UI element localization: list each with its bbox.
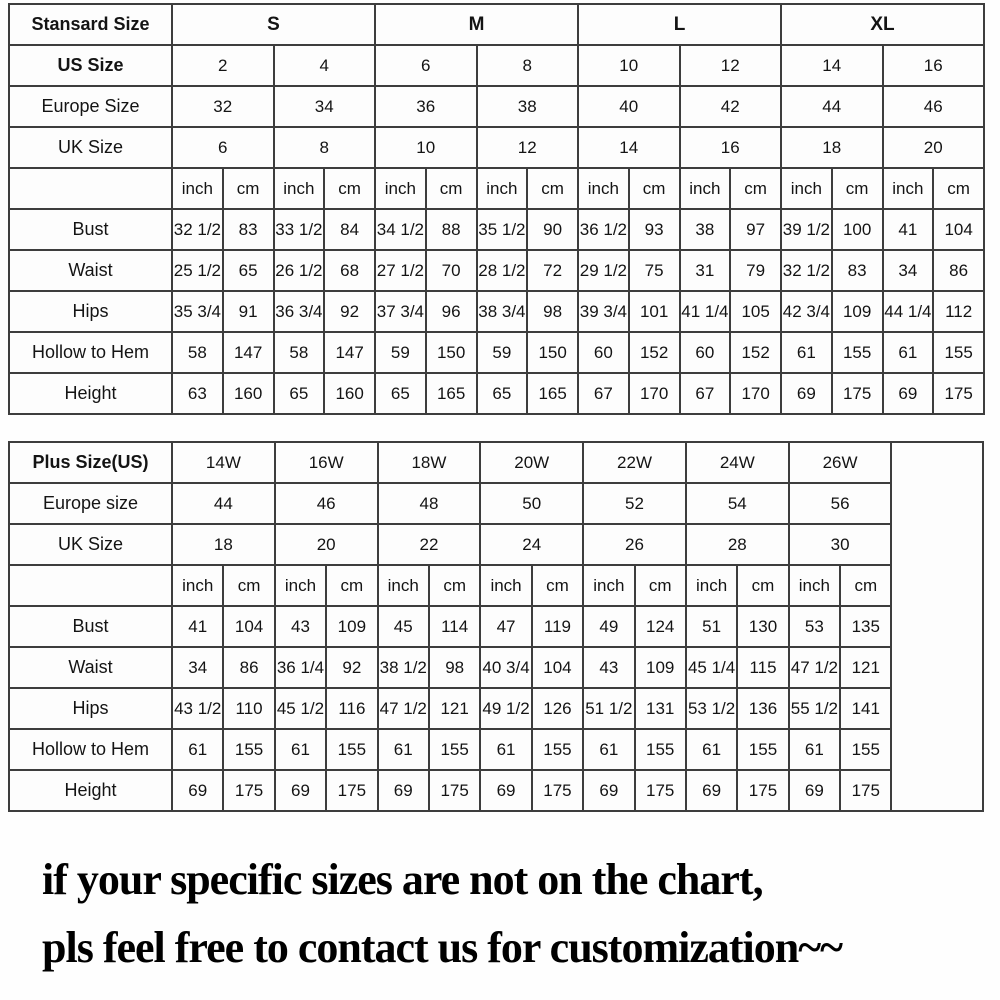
measurement-value-cell: 65 bbox=[375, 373, 426, 414]
measurement-value-cell: 59 bbox=[477, 332, 528, 373]
measurement-value-cell: 121 bbox=[840, 647, 891, 688]
measurement-value-cell: 92 bbox=[326, 647, 377, 688]
measurement-value-cell: 175 bbox=[429, 770, 480, 811]
table-row bbox=[9, 729, 983, 770]
measurement-value-cell: 114 bbox=[429, 606, 480, 647]
table-row bbox=[9, 647, 983, 688]
unit-header-cell: cm bbox=[635, 565, 686, 606]
unit-header-cell: inch bbox=[274, 168, 325, 209]
measurement-value-cell: 109 bbox=[326, 606, 377, 647]
empty-cell bbox=[9, 168, 172, 209]
measurement-value-cell: 79 bbox=[730, 250, 781, 291]
size-value-cell: 20 bbox=[883, 127, 985, 168]
measurement-value-cell: 147 bbox=[324, 332, 375, 373]
table-title-cell: Stansard Size bbox=[9, 4, 172, 45]
note-line-1: if your specific sizes are not on the chart, bbox=[42, 855, 763, 904]
unit-header-cell: inch bbox=[781, 168, 832, 209]
row-label-cell: Hips bbox=[9, 688, 172, 729]
size-value-cell: 8 bbox=[477, 45, 579, 86]
measurement-value-cell: 155 bbox=[429, 729, 480, 770]
size-value-cell: 4 bbox=[274, 45, 376, 86]
measurement-value-cell: 49 1/2 bbox=[480, 688, 531, 729]
unit-header-cell: inch bbox=[172, 565, 223, 606]
row-label-cell: US Size bbox=[9, 45, 172, 86]
measurement-value-cell: 69 bbox=[781, 373, 832, 414]
measurement-value-cell: 69 bbox=[789, 770, 840, 811]
measurement-value-cell: 32 1/2 bbox=[172, 209, 223, 250]
measurement-value-cell: 155 bbox=[635, 729, 686, 770]
unit-header-cell: cm bbox=[737, 565, 788, 606]
size-header-cell: 22W bbox=[583, 442, 686, 483]
size-value-cell: 50 bbox=[480, 483, 583, 524]
measurement-value-cell: 47 1/2 bbox=[378, 688, 429, 729]
size-value-cell: 28 bbox=[686, 524, 789, 565]
measurement-value-cell: 38 3/4 bbox=[477, 291, 528, 332]
unit-header-cell: inch bbox=[375, 168, 426, 209]
table-row bbox=[9, 250, 984, 291]
table-row bbox=[9, 606, 983, 647]
measurement-value-cell: 69 bbox=[275, 770, 326, 811]
measurement-value-cell: 112 bbox=[933, 291, 984, 332]
size-header-cell: L bbox=[578, 4, 781, 45]
empty-cell bbox=[9, 565, 172, 606]
unit-header-cell: cm bbox=[429, 565, 480, 606]
unit-header-cell: cm bbox=[730, 168, 781, 209]
measurement-value-cell: 67 bbox=[680, 373, 731, 414]
table-row bbox=[9, 442, 983, 483]
measurement-value-cell: 165 bbox=[426, 373, 477, 414]
table-title-cell: Plus Size(US) bbox=[9, 442, 172, 483]
measurement-value-cell: 90 bbox=[527, 209, 578, 250]
unit-header-cell: cm bbox=[426, 168, 477, 209]
measurement-value-cell: 39 1/2 bbox=[781, 209, 832, 250]
row-label-cell: Height bbox=[9, 373, 172, 414]
measurement-value-cell: 61 bbox=[781, 332, 832, 373]
row-label-cell: Hollow to Hem bbox=[9, 729, 172, 770]
size-header-cell: 18W bbox=[378, 442, 481, 483]
row-label-cell: UK Size bbox=[9, 524, 172, 565]
measurement-value-cell: 170 bbox=[730, 373, 781, 414]
measurement-value-cell: 141 bbox=[840, 688, 891, 729]
measurement-value-cell: 105 bbox=[730, 291, 781, 332]
measurement-value-cell: 119 bbox=[532, 606, 583, 647]
measurement-value-cell: 55 1/2 bbox=[789, 688, 840, 729]
measurement-value-cell: 98 bbox=[429, 647, 480, 688]
measurement-value-cell: 41 bbox=[883, 209, 934, 250]
unit-header-cell: inch bbox=[477, 168, 528, 209]
measurement-value-cell: 135 bbox=[840, 606, 891, 647]
unit-header-cell: cm bbox=[326, 565, 377, 606]
size-value-cell: 44 bbox=[781, 86, 883, 127]
measurement-value-cell: 155 bbox=[737, 729, 788, 770]
measurement-value-cell: 147 bbox=[223, 332, 274, 373]
note-line-2: pls feel free to contact us for customization~~ bbox=[42, 923, 842, 972]
table-row bbox=[9, 483, 983, 524]
size-header-cell: 16W bbox=[275, 442, 378, 483]
size-value-cell: 18 bbox=[172, 524, 275, 565]
measurement-value-cell: 155 bbox=[326, 729, 377, 770]
row-label-cell: UK Size bbox=[9, 127, 172, 168]
measurement-value-cell: 70 bbox=[426, 250, 477, 291]
table-row bbox=[9, 688, 983, 729]
unit-header-cell: inch bbox=[480, 565, 531, 606]
size-header-cell: S bbox=[172, 4, 375, 45]
measurement-value-cell: 60 bbox=[680, 332, 731, 373]
measurement-value-cell: 36 3/4 bbox=[274, 291, 325, 332]
measurement-value-cell: 43 bbox=[583, 647, 634, 688]
row-label-cell: Waist bbox=[9, 647, 172, 688]
measurement-value-cell: 86 bbox=[223, 647, 274, 688]
customization-note bbox=[42, 846, 1000, 982]
size-value-cell: 52 bbox=[583, 483, 686, 524]
measurement-value-cell: 69 bbox=[583, 770, 634, 811]
measurement-value-cell: 63 bbox=[172, 373, 223, 414]
size-value-cell: 24 bbox=[480, 524, 583, 565]
measurement-value-cell: 47 1/2 bbox=[789, 647, 840, 688]
measurement-value-cell: 69 bbox=[378, 770, 429, 811]
measurement-value-cell: 136 bbox=[737, 688, 788, 729]
measurement-value-cell: 33 1/2 bbox=[274, 209, 325, 250]
unit-header-cell: cm bbox=[629, 168, 680, 209]
measurement-value-cell: 83 bbox=[832, 250, 883, 291]
measurement-value-cell: 69 bbox=[686, 770, 737, 811]
measurement-value-cell: 61 bbox=[480, 729, 531, 770]
unit-header-cell: cm bbox=[223, 565, 274, 606]
measurement-value-cell: 61 bbox=[883, 332, 934, 373]
measurement-value-cell: 175 bbox=[223, 770, 274, 811]
measurement-value-cell: 165 bbox=[527, 373, 578, 414]
size-value-cell: 36 bbox=[375, 86, 477, 127]
measurement-value-cell: 109 bbox=[635, 647, 686, 688]
measurement-value-cell: 130 bbox=[737, 606, 788, 647]
unit-header-cell: inch bbox=[578, 168, 629, 209]
measurement-value-cell: 26 1/2 bbox=[274, 250, 325, 291]
unit-header-cell: inch bbox=[275, 565, 326, 606]
measurement-value-cell: 126 bbox=[532, 688, 583, 729]
measurement-value-cell: 155 bbox=[832, 332, 883, 373]
unit-header-cell: inch bbox=[789, 565, 840, 606]
row-label-cell: Waist bbox=[9, 250, 172, 291]
size-value-cell: 48 bbox=[378, 483, 481, 524]
measurement-value-cell: 69 bbox=[883, 373, 934, 414]
size-value-cell: 16 bbox=[680, 127, 782, 168]
measurement-value-cell: 175 bbox=[737, 770, 788, 811]
measurement-value-cell: 116 bbox=[326, 688, 377, 729]
measurement-value-cell: 38 1/2 bbox=[378, 647, 429, 688]
table-row bbox=[9, 209, 984, 250]
empty-column-cell bbox=[891, 442, 983, 811]
table-row bbox=[9, 770, 983, 811]
measurement-value-cell: 124 bbox=[635, 606, 686, 647]
measurement-value-cell: 65 bbox=[477, 373, 528, 414]
measurement-value-cell: 175 bbox=[635, 770, 686, 811]
measurement-value-cell: 69 bbox=[172, 770, 223, 811]
size-value-cell: 12 bbox=[680, 45, 782, 86]
row-label-cell: Hips bbox=[9, 291, 172, 332]
size-value-cell: 40 bbox=[578, 86, 680, 127]
measurement-value-cell: 68 bbox=[324, 250, 375, 291]
size-value-cell: 44 bbox=[172, 483, 275, 524]
unit-header-cell: inch bbox=[883, 168, 934, 209]
table-row bbox=[9, 373, 984, 414]
size-value-cell: 46 bbox=[275, 483, 378, 524]
measurement-value-cell: 61 bbox=[789, 729, 840, 770]
measurement-value-cell: 45 1/4 bbox=[686, 647, 737, 688]
measurement-value-cell: 84 bbox=[324, 209, 375, 250]
row-label-cell: Europe Size bbox=[9, 86, 172, 127]
size-value-cell: 38 bbox=[477, 86, 579, 127]
size-value-cell: 10 bbox=[578, 45, 680, 86]
size-header-cell: 14W bbox=[172, 442, 275, 483]
unit-header-cell: inch bbox=[686, 565, 737, 606]
size-header-cell: 26W bbox=[789, 442, 892, 483]
table-row bbox=[9, 332, 984, 373]
measurement-value-cell: 96 bbox=[426, 291, 477, 332]
table-row bbox=[9, 291, 984, 332]
row-label-cell: Height bbox=[9, 770, 172, 811]
measurement-value-cell: 88 bbox=[426, 209, 477, 250]
size-value-cell: 6 bbox=[172, 127, 274, 168]
table-row bbox=[9, 4, 984, 45]
measurement-value-cell: 61 bbox=[686, 729, 737, 770]
size-value-cell: 2 bbox=[172, 45, 274, 86]
unit-header-cell: cm bbox=[933, 168, 984, 209]
measurement-value-cell: 59 bbox=[375, 332, 426, 373]
measurement-value-cell: 91 bbox=[223, 291, 274, 332]
table-row bbox=[9, 127, 984, 168]
size-value-cell: 26 bbox=[583, 524, 686, 565]
measurement-value-cell: 51 1/2 bbox=[583, 688, 634, 729]
table-row bbox=[9, 565, 983, 606]
measurement-value-cell: 104 bbox=[532, 647, 583, 688]
unit-header-cell: inch bbox=[680, 168, 731, 209]
measurement-value-cell: 47 bbox=[480, 606, 531, 647]
measurement-value-cell: 152 bbox=[629, 332, 680, 373]
measurement-value-cell: 35 3/4 bbox=[172, 291, 223, 332]
measurement-value-cell: 45 1/2 bbox=[275, 688, 326, 729]
measurement-value-cell: 27 1/2 bbox=[375, 250, 426, 291]
measurement-value-cell: 67 bbox=[578, 373, 629, 414]
size-value-cell: 18 bbox=[781, 127, 883, 168]
measurement-value-cell: 61 bbox=[172, 729, 223, 770]
table-row bbox=[9, 168, 984, 209]
measurement-value-cell: 155 bbox=[840, 729, 891, 770]
measurement-value-cell: 121 bbox=[429, 688, 480, 729]
measurement-value-cell: 155 bbox=[223, 729, 274, 770]
size-value-cell: 6 bbox=[375, 45, 477, 86]
row-label-cell: Bust bbox=[9, 606, 172, 647]
measurement-value-cell: 92 bbox=[324, 291, 375, 332]
measurement-value-cell: 97 bbox=[730, 209, 781, 250]
measurement-value-cell: 100 bbox=[832, 209, 883, 250]
measurement-value-cell: 40 3/4 bbox=[480, 647, 531, 688]
measurement-value-cell: 160 bbox=[324, 373, 375, 414]
measurement-value-cell: 98 bbox=[527, 291, 578, 332]
unit-header-cell: cm bbox=[324, 168, 375, 209]
measurement-value-cell: 152 bbox=[730, 332, 781, 373]
measurement-value-cell: 155 bbox=[532, 729, 583, 770]
unit-header-cell: cm bbox=[840, 565, 891, 606]
size-value-cell: 32 bbox=[172, 86, 274, 127]
table-row bbox=[9, 45, 984, 86]
measurement-value-cell: 34 bbox=[883, 250, 934, 291]
measurement-value-cell: 175 bbox=[933, 373, 984, 414]
measurement-value-cell: 42 3/4 bbox=[781, 291, 832, 332]
unit-header-cell: inch bbox=[172, 168, 223, 209]
size-value-cell: 8 bbox=[274, 127, 376, 168]
measurement-value-cell: 29 1/2 bbox=[578, 250, 629, 291]
measurement-value-cell: 34 bbox=[172, 647, 223, 688]
size-header-cell: XL bbox=[781, 4, 984, 45]
size-value-cell: 30 bbox=[789, 524, 892, 565]
measurement-value-cell: 131 bbox=[635, 688, 686, 729]
measurement-value-cell: 53 bbox=[789, 606, 840, 647]
size-value-cell: 10 bbox=[375, 127, 477, 168]
size-value-cell: 46 bbox=[883, 86, 985, 127]
measurement-value-cell: 65 bbox=[274, 373, 325, 414]
size-value-cell: 42 bbox=[680, 86, 782, 127]
measurement-value-cell: 58 bbox=[172, 332, 223, 373]
row-label-cell: Europe size bbox=[9, 483, 172, 524]
measurement-value-cell: 49 bbox=[583, 606, 634, 647]
size-value-cell: 54 bbox=[686, 483, 789, 524]
unit-header-cell: inch bbox=[378, 565, 429, 606]
measurement-value-cell: 175 bbox=[840, 770, 891, 811]
measurement-value-cell: 41 1/4 bbox=[680, 291, 731, 332]
size-header-cell: 24W bbox=[686, 442, 789, 483]
size-value-cell: 14 bbox=[578, 127, 680, 168]
measurement-value-cell: 39 3/4 bbox=[578, 291, 629, 332]
measurement-value-cell: 109 bbox=[832, 291, 883, 332]
row-label-cell: Hollow to Hem bbox=[9, 332, 172, 373]
table-row bbox=[9, 86, 984, 127]
measurement-value-cell: 45 bbox=[378, 606, 429, 647]
measurement-value-cell: 53 1/2 bbox=[686, 688, 737, 729]
measurement-value-cell: 51 bbox=[686, 606, 737, 647]
row-label-cell: Bust bbox=[9, 209, 172, 250]
measurement-value-cell: 86 bbox=[933, 250, 984, 291]
size-header-cell: 20W bbox=[480, 442, 583, 483]
unit-header-cell: inch bbox=[583, 565, 634, 606]
size-value-cell: 34 bbox=[274, 86, 376, 127]
size-value-cell: 20 bbox=[275, 524, 378, 565]
measurement-value-cell: 32 1/2 bbox=[781, 250, 832, 291]
measurement-value-cell: 60 bbox=[578, 332, 629, 373]
unit-header-cell: cm bbox=[832, 168, 883, 209]
size-value-cell: 12 bbox=[477, 127, 579, 168]
measurement-value-cell: 104 bbox=[933, 209, 984, 250]
measurement-value-cell: 43 1/2 bbox=[172, 688, 223, 729]
measurement-value-cell: 35 1/2 bbox=[477, 209, 528, 250]
measurement-value-cell: 28 1/2 bbox=[477, 250, 528, 291]
measurement-value-cell: 43 bbox=[275, 606, 326, 647]
size-header-cell: M bbox=[375, 4, 578, 45]
unit-header-cell: cm bbox=[223, 168, 274, 209]
measurement-value-cell: 160 bbox=[223, 373, 274, 414]
measurement-value-cell: 36 1/2 bbox=[578, 209, 629, 250]
measurement-value-cell: 150 bbox=[527, 332, 578, 373]
measurement-value-cell: 44 1/4 bbox=[883, 291, 934, 332]
measurement-value-cell: 150 bbox=[426, 332, 477, 373]
measurement-value-cell: 104 bbox=[223, 606, 274, 647]
measurement-value-cell: 61 bbox=[275, 729, 326, 770]
standard-size-table bbox=[8, 3, 985, 415]
size-value-cell: 16 bbox=[883, 45, 985, 86]
measurement-value-cell: 155 bbox=[933, 332, 984, 373]
table-row bbox=[9, 524, 983, 565]
measurement-value-cell: 61 bbox=[583, 729, 634, 770]
measurement-value-cell: 175 bbox=[326, 770, 377, 811]
measurement-value-cell: 34 1/2 bbox=[375, 209, 426, 250]
measurement-value-cell: 58 bbox=[274, 332, 325, 373]
unit-header-cell: cm bbox=[527, 168, 578, 209]
measurement-value-cell: 41 bbox=[172, 606, 223, 647]
measurement-value-cell: 83 bbox=[223, 209, 274, 250]
measurement-value-cell: 75 bbox=[629, 250, 680, 291]
unit-header-cell: cm bbox=[532, 565, 583, 606]
size-value-cell: 22 bbox=[378, 524, 481, 565]
measurement-value-cell: 65 bbox=[223, 250, 274, 291]
measurement-value-cell: 61 bbox=[378, 729, 429, 770]
measurement-value-cell: 101 bbox=[629, 291, 680, 332]
plus-size-table bbox=[8, 441, 984, 812]
measurement-value-cell: 31 bbox=[680, 250, 731, 291]
measurement-value-cell: 115 bbox=[737, 647, 788, 688]
measurement-value-cell: 170 bbox=[629, 373, 680, 414]
measurement-value-cell: 175 bbox=[832, 373, 883, 414]
size-value-cell: 14 bbox=[781, 45, 883, 86]
measurement-value-cell: 37 3/4 bbox=[375, 291, 426, 332]
measurement-value-cell: 110 bbox=[223, 688, 274, 729]
measurement-value-cell: 69 bbox=[480, 770, 531, 811]
measurement-value-cell: 25 1/2 bbox=[172, 250, 223, 291]
measurement-value-cell: 72 bbox=[527, 250, 578, 291]
measurement-value-cell: 93 bbox=[629, 209, 680, 250]
measurement-value-cell: 38 bbox=[680, 209, 731, 250]
measurement-value-cell: 175 bbox=[532, 770, 583, 811]
size-value-cell: 56 bbox=[789, 483, 892, 524]
measurement-value-cell: 36 1/4 bbox=[275, 647, 326, 688]
